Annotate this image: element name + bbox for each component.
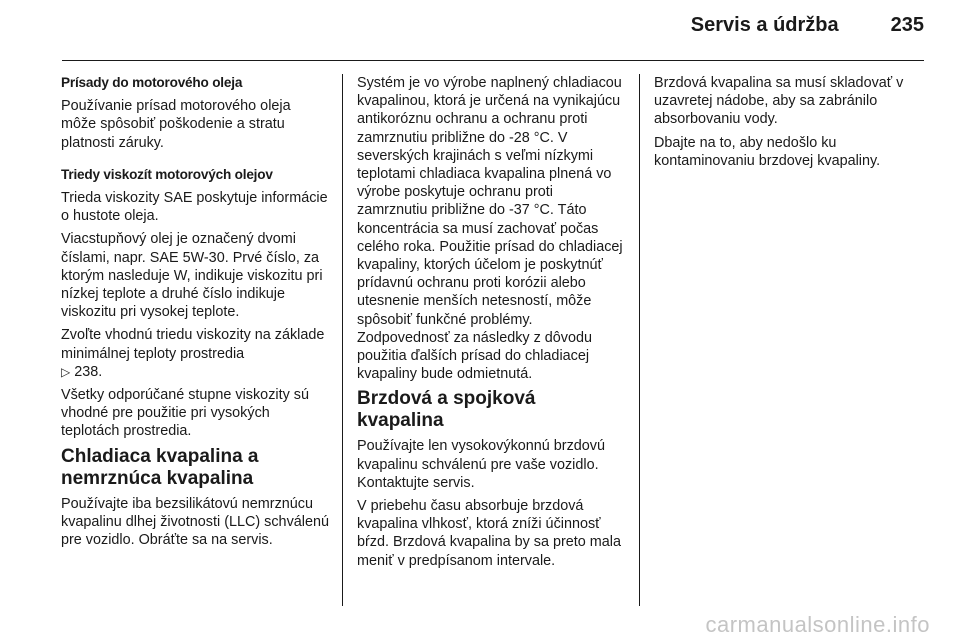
header-rule bbox=[62, 60, 924, 61]
paragraph: Systém je vo výrobe naplnený chladiacou kvapalinou, ktorá je určená na vynikajúcu antikoróznu ochranu a ochranu proti zamrznutiu približne do -28 °C. V severských krajinách s veľmi nízkymi teplotami chladiaca kvapalina plnená vo výrobe poskytuje ochranu proti zamrznutiu približne do -37 °C. Táto koncentrácia sa musí zachovať počas celého roka. Použitie prísad do chladiacej kvapaliny, ktorých účelom je poskytnúť prídavnú ochranu proti korózii alebo utesnenie menších netesností, môže spôsobiť funkčné problémy. Zodpovednosť za následky z dôvodu použitia ďalších prísad do chladiacej kvapaliny bude odmietnutá. bbox=[357, 75, 623, 383]
paragraph: Používajte len vysokovýkonnú brzdovú kvapalinu schválenú pre vaše vozidlo. Kontaktujte servis. bbox=[357, 438, 605, 491]
section-heading-brake-fluid: Brzdová a spojková kvapalina bbox=[357, 388, 536, 432]
watermark: carmanualsonline.info bbox=[705, 612, 930, 637]
subheading-viscosity-grades: Triedy viskozít motorových olejov bbox=[61, 166, 273, 182]
column-3 bbox=[654, 74, 922, 175]
page-number: 235 bbox=[890, 14, 924, 36]
column-1 bbox=[61, 74, 329, 554]
column-divider bbox=[342, 74, 343, 606]
paragraph: Všetky odporúčané stupne viskozity sú vhodné pre použitie pri vysokých teplotách prostredia. bbox=[61, 387, 309, 440]
paragraph: Dbajte na to, aby nedošlo ku kontaminovaniu brzdovej kvapaliny. bbox=[654, 134, 881, 169]
page-header bbox=[691, 14, 924, 37]
section-heading-coolant: Chladiaca kvapalina a nemrznúca kvapalina bbox=[61, 445, 259, 489]
page-reference[interactable]: 238. bbox=[74, 363, 103, 380]
paragraph: Používajte iba bezsilikátovú nemrznúcu kvapalinu dlhej životnosti (LLC) schválenú pre vozidlo. Obráťte sa na servis. bbox=[61, 495, 329, 549]
paragraph: Viacstupňový olej je označený dvomi číslami, napr. SAE 5W-30. Prvé číslo, za ktorým nasleduje W, indikuje viskozitu pri nízkej teplote a druhé číslo indikuje viskozitu pri vysokej teplote. bbox=[61, 231, 323, 321]
paragraph: Trieda viskozity SAE poskytuje informácie o hustote oleja. bbox=[61, 190, 328, 225]
paragraph: V priebehu času absorbuje brzdová kvapalina vlhkosť, ktorá zníži účinnosť bŕzd. Brzdová kvapalina by sa preto mala meniť v predpísanom intervale. bbox=[357, 498, 621, 569]
page-reference-arrow-icon: ▷ bbox=[61, 364, 71, 379]
column-divider bbox=[639, 74, 640, 606]
subheading-oil-additives: Prísady do motorového oleja bbox=[61, 75, 243, 90]
paragraph: Používanie prísad motorového oleja môže spôsobiť poškodenie a stratu platnosti záruky. bbox=[61, 98, 291, 151]
chapter-title: Servis a údržba bbox=[690, 14, 839, 36]
paragraph: Zvoľte vhodnú triedu viskozity na základe minimálnej teploty prostredia ▷ 238. bbox=[61, 327, 325, 380]
paragraph: Brzdová kvapalina sa musí skladovať v uzavretej nádobe, aby sa zabránilo absorbovaniu vody. bbox=[654, 75, 904, 128]
column-2 bbox=[357, 74, 625, 575]
